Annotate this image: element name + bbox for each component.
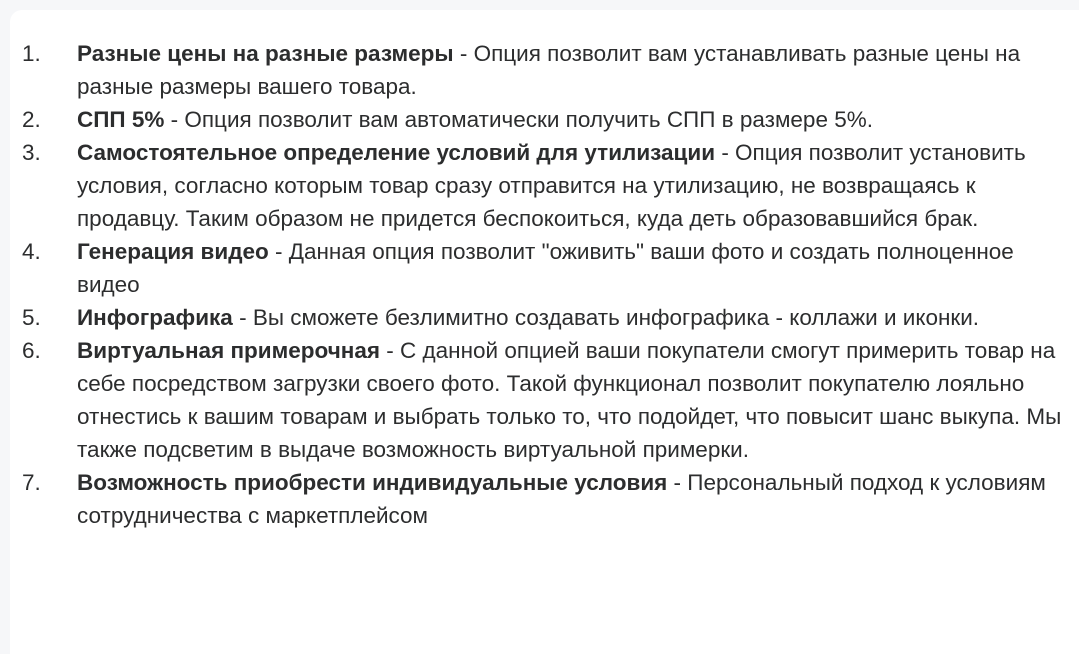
item-title: СПП 5% bbox=[77, 107, 165, 132]
list-item bbox=[22, 37, 1067, 103]
list-item bbox=[22, 103, 1067, 136]
item-number: 2. bbox=[22, 107, 41, 132]
features-list bbox=[22, 37, 1067, 532]
content-card bbox=[10, 10, 1079, 654]
item-text: - С данной опцией ваши покупатели смогут примерить товар на себе посредством загрузки своего фото. Такой функционал позволит покупателю лояльно отнестись к вашим товарам и выбрать только то, что подойдет, что повысит шанс выкупа. Мы также подсветим в выдаче возможность виртуальной примерки. bbox=[77, 338, 1062, 462]
item-number: 6. bbox=[22, 338, 41, 363]
list-item bbox=[22, 136, 1067, 235]
item-number: 3. bbox=[22, 140, 41, 165]
item-number: 4. bbox=[22, 239, 41, 264]
item-text: - Вы сможете безлимитно создавать инфографика - коллажи и иконки. bbox=[232, 305, 980, 330]
item-number: 5. bbox=[22, 305, 41, 330]
item-title: Возможность приобрести индивидуальные условия bbox=[77, 470, 668, 495]
item-title: Инфографика bbox=[77, 305, 233, 330]
item-number: 7. bbox=[22, 470, 41, 495]
item-text: - Персональный подход к условиям сотрудничества с маркетплейсом bbox=[77, 470, 1046, 528]
item-number: 1. bbox=[22, 41, 41, 66]
list-item bbox=[22, 301, 1067, 334]
list-item bbox=[22, 334, 1067, 466]
list-item bbox=[22, 466, 1067, 532]
item-title: Виртуальная примерочная bbox=[77, 338, 380, 363]
item-text: - Опция позволит вам устанавливать разные цены на разные размеры вашего товара. bbox=[77, 41, 1021, 99]
item-title: Разные цены на разные размеры bbox=[77, 41, 454, 66]
item-title: Генерация видео bbox=[77, 239, 269, 264]
list-item bbox=[22, 235, 1067, 301]
item-text: - Опция позволит установить условия, согласно которым товар сразу отправится на утилизацию, не возвращаясь к продавцу. Таким образом не придется беспокоиться, куда деть образовавшийся брак. bbox=[77, 140, 1026, 231]
item-title: Самостоятельное определение условий для утилизации bbox=[77, 140, 716, 165]
item-text: - Данная опция позволит "оживить" ваши фото и создать полноценное видео bbox=[77, 239, 1014, 297]
item-text: - Опция позволит вам автоматически получить СПП в размере 5%. bbox=[164, 107, 873, 132]
